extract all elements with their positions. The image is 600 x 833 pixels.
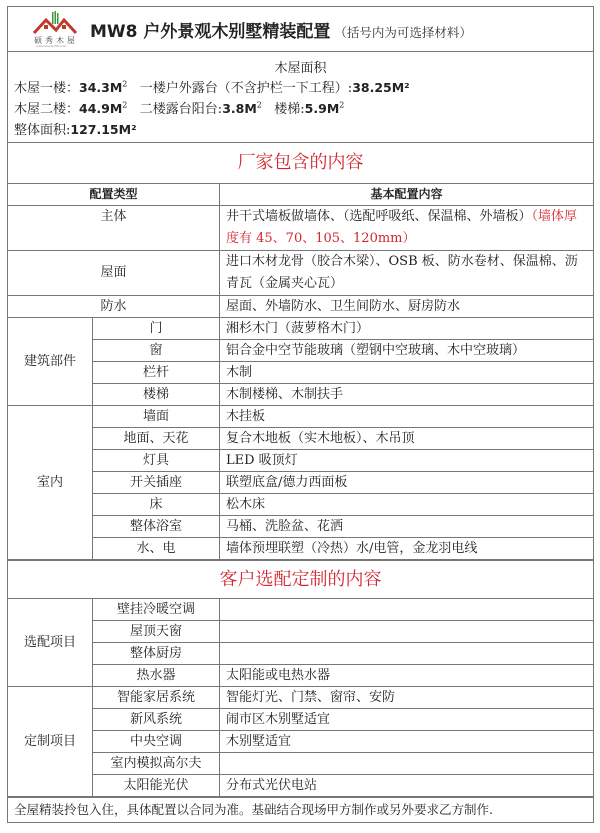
row-item: 地面、天花 xyxy=(93,428,220,450)
row-content: 木制 xyxy=(220,362,594,384)
total-value: 127.15M² xyxy=(70,122,137,137)
table-row xyxy=(8,428,593,450)
table-row xyxy=(8,362,593,384)
row-content: 联塑底盒/德力西面板 xyxy=(220,472,594,494)
group-label: 定制项目 xyxy=(8,687,93,797)
balcony-label: 二楼露台阳台: xyxy=(139,102,223,117)
area-line-3 xyxy=(14,119,137,138)
terrace1-value: 38.25M² xyxy=(352,80,410,95)
floor1-value: 34.3M xyxy=(79,80,123,95)
content-highlight: （墙体厚度有 45、70、105、120mm） xyxy=(226,209,578,246)
section-title-included: 厂家包含的内容 xyxy=(8,143,593,184)
optional-table xyxy=(8,599,593,797)
row-item: 新风系统 xyxy=(93,709,220,731)
table-row xyxy=(8,516,593,538)
page-subtitle: （括号内为可选择材料） xyxy=(334,25,472,40)
table-row xyxy=(8,450,593,472)
floor2-label: 木屋二楼： xyxy=(14,102,80,117)
row-item: 灯具 xyxy=(93,450,220,472)
table-row xyxy=(8,643,593,665)
superscript: 2 xyxy=(339,100,345,110)
total-label: 整体面积: xyxy=(14,123,71,138)
row-content: 马桶、洗脸盆、花洒 xyxy=(220,516,594,538)
row-item: 门 xyxy=(93,318,220,340)
table-row xyxy=(8,406,593,428)
row-item: 栏杆 xyxy=(93,362,220,384)
config-sheet xyxy=(7,6,594,823)
table-row xyxy=(8,775,593,797)
table-row xyxy=(8,472,593,494)
table-row xyxy=(8,599,593,621)
row-type: 防水 xyxy=(8,296,220,318)
col-header-type: 配置类型 xyxy=(8,184,220,206)
table-row xyxy=(8,296,593,318)
row-item: 水、电 xyxy=(93,538,220,560)
row-item: 床 xyxy=(93,494,220,516)
table-row xyxy=(8,318,593,340)
floor1-label: 木屋一楼： xyxy=(14,81,80,96)
page-title: MW8 户外景观木别墅精装配置 xyxy=(90,22,331,42)
row-content: 智能灯光、门禁、窗帘、安防 xyxy=(220,687,594,709)
row-content: 松木床 xyxy=(220,494,594,516)
floor2-value: 44.9M xyxy=(79,101,123,116)
row-item: 智能家居系统 xyxy=(93,687,220,709)
row-content: 铝合金中空节能玻璃（塑钢中空玻璃、木中空玻璃） xyxy=(220,340,594,362)
content-text: 井干式墙板做墙体、（选配呼吸纸、保温棉、外墙板） xyxy=(226,209,532,224)
row-item: 开关插座 xyxy=(93,472,220,494)
row-content xyxy=(220,753,594,775)
row-item: 楼梯 xyxy=(93,384,220,406)
balcony-value: 3.8M xyxy=(222,101,257,116)
logo-url: www.musw168.com xyxy=(36,44,67,48)
row-content: 墙体预埋联塑（冷热）水/电管，金龙羽电线 xyxy=(220,538,594,560)
row-content: 闹市区木别墅适宜 xyxy=(220,709,594,731)
row-type: 主体 xyxy=(8,206,220,251)
table-header-row xyxy=(8,184,593,206)
group-label: 室内 xyxy=(8,406,93,560)
table-row xyxy=(8,538,593,560)
row-content xyxy=(220,206,594,251)
area-title: 木屋面积 xyxy=(274,61,327,76)
row-item: 整体浴室 xyxy=(93,516,220,538)
row-content xyxy=(220,643,594,665)
table-row xyxy=(8,731,593,753)
house-roof-logo-icon xyxy=(30,11,80,37)
superscript: 2 xyxy=(122,79,128,89)
row-content xyxy=(220,621,594,643)
stairs-value: 5.9M xyxy=(304,101,340,116)
table-row xyxy=(8,687,593,709)
section-title-optional: 客户选配定制的内容 xyxy=(8,560,593,599)
table-row xyxy=(8,251,593,296)
row-item: 中央空调 xyxy=(93,731,220,753)
group-label: 选配项目 xyxy=(8,599,93,687)
table-row xyxy=(8,494,593,516)
group-label: 建筑部件 xyxy=(8,318,93,406)
col-header-content: 基本配置内容 xyxy=(220,184,594,206)
terrace1-label: 一楼户外露台（不含护栏一下工程）: xyxy=(139,81,353,96)
row-content: 屋面、外墙防水、卫生间防水、厨房防水 xyxy=(220,296,594,318)
table-row xyxy=(8,753,593,775)
superscript: 2 xyxy=(256,100,262,110)
row-item: 整体厨房 xyxy=(93,643,220,665)
table-row xyxy=(8,709,593,731)
row-item: 壁挂冷暖空调 xyxy=(93,599,220,621)
row-item: 室内模拟高尔夫 xyxy=(93,753,220,775)
row-type: 屋面 xyxy=(8,251,220,296)
header xyxy=(8,7,593,52)
table-row xyxy=(8,621,593,643)
row-content: 湘杉木门（菠萝格木门） xyxy=(220,318,594,340)
row-content: 进口木材龙骨（胶合木梁）、OSB 板、防水卷材、保温棉、沥青瓦（金属夹心瓦） xyxy=(220,251,594,296)
area-line-1 xyxy=(14,77,410,96)
area-section xyxy=(8,52,593,143)
row-content: 木别墅适宜 xyxy=(220,731,594,753)
table-row xyxy=(8,384,593,406)
row-item: 太阳能光伏 xyxy=(93,775,220,797)
row-item: 热水器 xyxy=(93,665,220,687)
row-content: 木挂板 xyxy=(220,406,594,428)
row-content: 太阳能或电热水器 xyxy=(220,665,594,687)
row-content: 分布式光伏电站 xyxy=(220,775,594,797)
row-content: 复合木地板（实木地板）、木吊顶 xyxy=(220,428,594,450)
footer-note: 全屋精装拎包入住，具体配置以合同为准。基础结合现场甲方制作或另外要求乙方制作. xyxy=(8,797,593,822)
table-row xyxy=(8,340,593,362)
table-row xyxy=(8,206,593,251)
row-item: 屋顶天窗 xyxy=(93,621,220,643)
row-content: 木制楼梯、木制扶手 xyxy=(220,384,594,406)
row-content: LED 吸顶灯 xyxy=(220,450,594,472)
stairs-label: 楼梯: xyxy=(274,102,305,117)
row-content xyxy=(220,599,594,621)
logo-name: 硕秀木屋 xyxy=(34,36,78,45)
area-line-2 xyxy=(14,98,344,117)
row-item: 窗 xyxy=(93,340,220,362)
brand-logo xyxy=(30,11,80,49)
included-table xyxy=(8,184,593,560)
superscript: 2 xyxy=(122,100,128,110)
table-row xyxy=(8,665,593,687)
row-item: 墙面 xyxy=(93,406,220,428)
